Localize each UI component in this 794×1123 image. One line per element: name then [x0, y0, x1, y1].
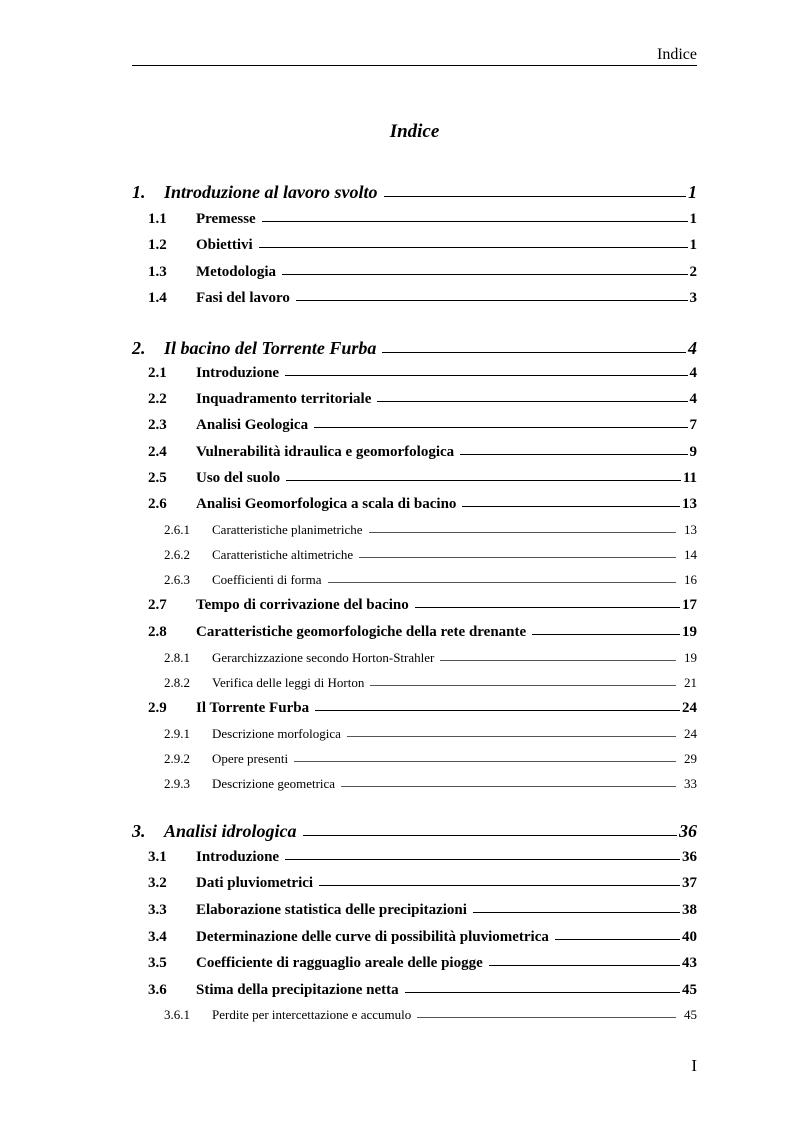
toc-entry-number: 2.6.2: [164, 547, 190, 562]
toc-entry-page: 13: [684, 522, 697, 537]
toc-leader-line: [282, 274, 688, 275]
toc-entry-page: 3: [689, 290, 697, 306]
toc-leader-line: [303, 835, 677, 836]
toc-entry-page: 13: [682, 496, 697, 512]
toc-entry-number: 1.4: [148, 290, 167, 306]
toc-entry-title: Caratteristiche planimetriche: [212, 522, 363, 537]
toc-entry-title: Premesse: [196, 211, 256, 227]
toc-entry-number: 2.8: [148, 624, 167, 640]
toc-entry-page: 14: [684, 547, 697, 562]
toc-entry[interactable]: [148, 849, 697, 866]
toc-entry[interactable]: [148, 955, 697, 972]
toc-entry-title: Introduzione: [196, 849, 280, 865]
toc-entry-number: 2.9.3: [164, 776, 190, 791]
toc-leader-line: [359, 557, 676, 558]
toc-entry-page: 40: [682, 929, 697, 945]
toc-leader-line: [489, 965, 680, 966]
toc-entry-number: 2.8.1: [164, 650, 190, 665]
toc-entry-title: Obiettivi: [196, 237, 253, 253]
running-header: Indice: [657, 46, 697, 63]
toc-entry-page: 4: [688, 338, 697, 358]
toc-entry-title: Verifica delle leggi di Horton: [212, 675, 365, 690]
toc-entry[interactable]: [164, 726, 697, 742]
toc-entry-title: Determinazione delle curve di possibilità pluviometrica: [196, 929, 549, 945]
toc-entry[interactable]: [164, 776, 697, 792]
toc-leader-line: [262, 221, 688, 222]
toc-entry-number: 2.8.2: [164, 675, 190, 690]
toc-leader-line: [462, 506, 680, 507]
toc-entry-page: 2: [689, 264, 697, 280]
toc-leader-line: [315, 710, 680, 711]
toc-entry-page: 11: [682, 470, 697, 486]
toc-entry-page: 1: [688, 182, 697, 202]
toc-leader-line: [532, 634, 680, 635]
toc-entry[interactable]: [148, 237, 697, 254]
toc-entry-title: Descrizione geometrica: [212, 776, 336, 791]
toc-leader-line: [382, 352, 686, 353]
toc-entry-number: 3.4: [148, 929, 167, 945]
toc-entry-number: 1.2: [148, 237, 167, 253]
toc-entry-title: Caratteristiche altimetriche: [212, 547, 354, 562]
toc-leader-line: [460, 454, 687, 455]
toc-entry-number: 2.: [132, 338, 146, 358]
toc-entry-page: 45: [684, 1007, 697, 1022]
toc-leader-line: [328, 582, 676, 583]
toc-entry-title: Opere presenti: [212, 751, 289, 766]
toc-entry-title: Descrizione morfologica: [212, 726, 341, 741]
toc-entry-title: Introduzione al lavoro svolto: [164, 182, 378, 202]
toc-entry-title: Elaborazione statistica delle precipitazioni: [196, 902, 467, 918]
toc-entry[interactable]: [148, 290, 697, 307]
toc-entry-page: 24: [682, 700, 697, 716]
toc-entry[interactable]: [148, 597, 697, 614]
toc-entry-number: 2.7: [148, 597, 167, 613]
page-number: I: [691, 1056, 697, 1075]
toc-entry-page: 16: [684, 572, 697, 587]
toc-entry[interactable]: [148, 365, 697, 382]
toc-entry[interactable]: [148, 211, 697, 228]
toc-entry-number: 3.6: [148, 982, 167, 998]
toc-entry-page: 21: [684, 675, 697, 690]
toc-entry[interactable]: [148, 470, 697, 487]
toc-leader-line: [314, 427, 687, 428]
toc-entry-number: 2.9: [148, 700, 167, 716]
toc-entry[interactable]: [148, 929, 697, 946]
toc-entry-page: 1: [689, 237, 697, 253]
toc-entry-page: 19: [684, 650, 697, 665]
toc-entry-page: 24: [684, 726, 697, 741]
toc-entry[interactable]: [148, 982, 697, 999]
toc-leader-line: [370, 685, 676, 686]
toc-entry-page: 9: [689, 444, 697, 460]
toc-entry[interactable]: [132, 821, 697, 842]
toc-entry-number: 2.9.2: [164, 751, 190, 766]
toc-leader-line: [384, 196, 686, 197]
toc-entry[interactable]: [164, 675, 697, 691]
toc-entry-number: 3.6.1: [164, 1007, 190, 1022]
toc-entry-number: 3.3: [148, 902, 167, 918]
toc-leader-line: [440, 660, 676, 661]
toc-entry[interactable]: [148, 700, 697, 717]
toc-entry-number: 1.1: [148, 211, 167, 227]
toc-entry-number: 3.5: [148, 955, 167, 971]
toc-entry[interactable]: [148, 444, 697, 461]
toc-entry-title: Uso del suolo: [196, 470, 281, 486]
toc-entry-page: 37: [682, 875, 697, 891]
toc-entry-number: 1.: [132, 182, 146, 202]
toc-entry-title: Dati pluviometrici: [196, 875, 314, 891]
toc-entry-title: Introduzione: [196, 365, 280, 381]
toc-leader-line: [405, 992, 680, 993]
toc-entry-page: 36: [679, 821, 697, 841]
toc-entry-number: 2.2: [148, 391, 167, 407]
toc-leader-line: [415, 607, 680, 608]
toc-entry[interactable]: [164, 547, 697, 563]
toc-entry-page: 17: [682, 597, 697, 613]
toc-entry-number: 2.5: [148, 470, 167, 486]
toc-entry-page: 7: [689, 417, 697, 433]
toc-entry-title: Analisi Geomorfologica a scala di bacino: [196, 496, 457, 512]
toc-entry-page: 1: [689, 211, 697, 227]
toc-entry-page: 4: [689, 365, 697, 381]
toc-entry-number: 2.6.3: [164, 572, 190, 587]
toc-entry[interactable]: [164, 751, 697, 767]
toc-entry-number: 1.3: [148, 264, 167, 280]
toc-entry[interactable]: [164, 1007, 697, 1023]
toc-entry-title: Caratteristiche geomorfologiche della rete drenante: [196, 624, 527, 640]
toc-entry-page: 36: [682, 849, 697, 865]
toc-entry-title: Analisi Geologica: [196, 417, 309, 433]
toc-entry-title: Coefficiente di ragguaglio areale delle piogge: [196, 955, 483, 971]
toc-entry-number: 2.6: [148, 496, 167, 512]
toc-entry-page: 4: [689, 391, 697, 407]
toc-entry[interactable]: [164, 572, 697, 588]
toc-entry[interactable]: [148, 417, 697, 434]
toc-leader-line: [347, 736, 676, 737]
toc-entry[interactable]: [148, 624, 697, 641]
toc-leader-line: [285, 859, 680, 860]
toc-leader-line: [377, 401, 687, 402]
toc-entry-number: 3.: [132, 821, 146, 841]
header-rule: [132, 65, 697, 66]
toc-entry-title: Gerarchizzazione secondo Horton-Strahler: [212, 650, 435, 665]
toc-entry-title: Analisi idrologica: [164, 821, 297, 841]
toc-entry-number: 2.9.1: [164, 726, 190, 741]
toc-entry-number: 3.1: [148, 849, 167, 865]
toc-entry-title: Il Torrente Furba: [196, 700, 310, 716]
toc-entry-title: Vulnerabilità idraulica e geomorfologica: [196, 444, 455, 460]
toc-leader-line: [294, 761, 676, 762]
page-title: Indice: [389, 121, 440, 142]
toc-leader-line: [417, 1017, 676, 1018]
toc-entry[interactable]: [164, 522, 697, 538]
toc-entry-page: 43: [682, 955, 697, 971]
toc-entry[interactable]: [148, 902, 697, 919]
toc-entry-number: 2.4: [148, 444, 167, 460]
toc-entry[interactable]: [148, 264, 697, 281]
toc-entry-title: Fasi del lavoro: [196, 290, 290, 306]
toc-entry-page: 29: [684, 751, 697, 766]
toc-entry-title: Coefficienti di forma: [212, 572, 322, 587]
toc-entry-title: Tempo di corrivazione del bacino: [196, 597, 409, 613]
toc-leader-line: [473, 912, 680, 913]
toc-entry-page: 33: [684, 776, 697, 791]
toc-entry-page: 45: [682, 982, 697, 998]
toc-entry-page: 38: [682, 902, 697, 918]
toc-entry[interactable]: [132, 182, 697, 203]
toc-entry-number: 2.1: [148, 365, 167, 381]
toc-entry-title: Il bacino del Torrente Furba: [164, 338, 377, 358]
toc-leader-line: [369, 532, 676, 533]
toc-entry-title: Metodologia: [196, 264, 276, 280]
toc-entry-number: 2.3: [148, 417, 167, 433]
toc-leader-line: [296, 300, 688, 301]
toc-leader-line: [341, 786, 676, 787]
toc-entry[interactable]: [148, 391, 697, 408]
toc-leader-line: [319, 885, 680, 886]
toc-entry-title: Inquadramento territoriale: [196, 391, 372, 407]
toc-leader-line: [285, 375, 687, 376]
toc-leader-line: [259, 247, 688, 248]
toc-entry-title: Stima della precipitazione netta: [196, 982, 399, 998]
toc-entry[interactable]: [132, 338, 697, 359]
toc-leader-line: [555, 939, 680, 940]
toc-entry-page: 19: [682, 624, 697, 640]
toc-entry-number: 3.2: [148, 875, 167, 891]
toc-entry[interactable]: [164, 650, 697, 666]
toc-entry-title: Perdite per intercettazione e accumulo: [212, 1007, 412, 1022]
toc-leader-line: [286, 480, 681, 481]
toc-entry[interactable]: [148, 496, 697, 513]
toc-entry[interactable]: [148, 875, 697, 892]
toc-entry-number: 2.6.1: [164, 522, 190, 537]
